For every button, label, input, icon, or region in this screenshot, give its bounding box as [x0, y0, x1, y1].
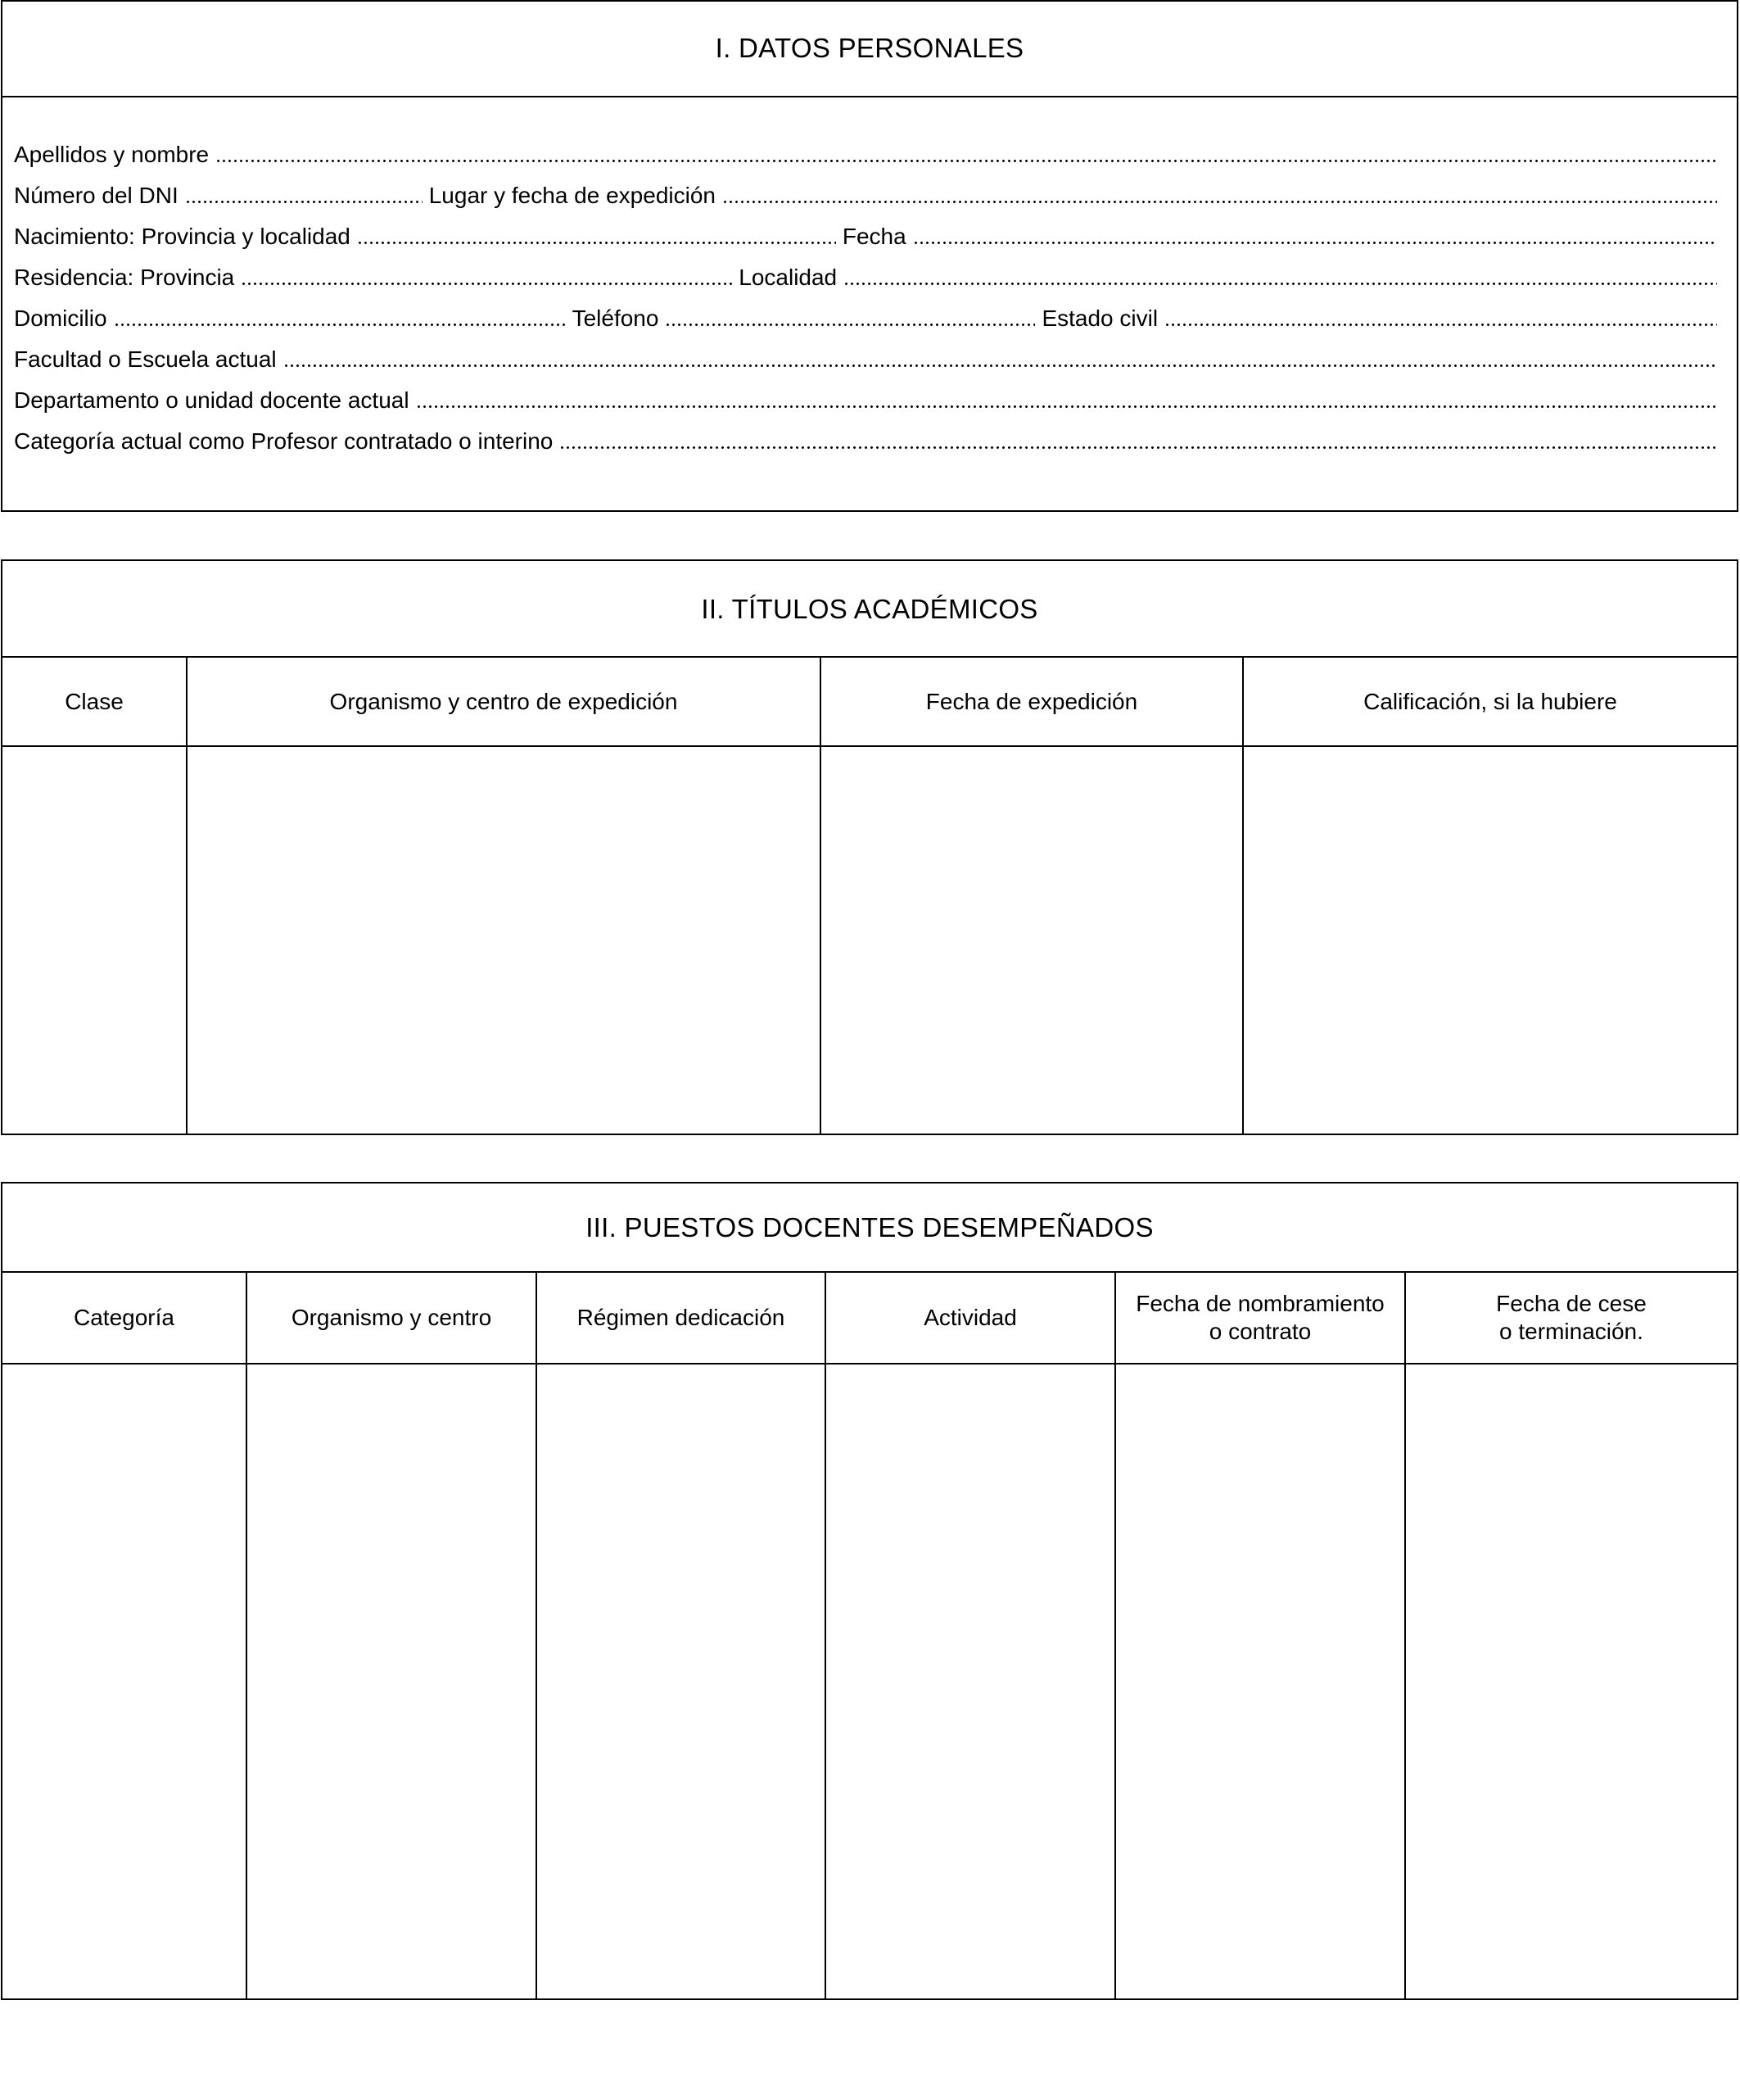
calificacion-cell[interactable]: [1244, 747, 1737, 1134]
column-header-calificacion: Calificación, si la hubiere: [1363, 688, 1617, 714]
clase-cell[interactable]: [2, 747, 186, 1134]
section-titulos-academicos: [1, 559, 1738, 1135]
divider: [2, 96, 1737, 97]
field-facultad: [14, 340, 1717, 373]
estado-civil-input[interactable]: [1164, 304, 1717, 327]
lugar-fecha-input[interactable]: [722, 181, 1717, 204]
column-header-actividad: Actividad: [924, 1305, 1017, 1330]
field-label: Localidad: [739, 265, 838, 290]
regimen-cell[interactable]: [537, 1365, 825, 1998]
field-label: Domicilio: [14, 305, 107, 331]
field-label: Fecha: [842, 224, 906, 249]
column-header-regimen: Régimen dedicación: [576, 1305, 785, 1330]
field-label: Facultad o Escuela actual: [14, 346, 277, 372]
domicilio-input[interactable]: [114, 304, 566, 327]
fecha-nombramiento-cell[interactable]: [1116, 1365, 1404, 1998]
column-header-categoria: Categoría: [74, 1305, 174, 1330]
field-label: Teléfono: [572, 305, 659, 331]
field-categoria: [14, 422, 1717, 455]
categoria-input[interactable]: [559, 427, 1717, 450]
field-label: Número del DNI: [14, 183, 179, 208]
dni-input[interactable]: [185, 181, 423, 204]
organismo-centro-cell[interactable]: [247, 1365, 536, 1998]
section-title: III. PUESTOS DOCENTES DESEMPEÑADOS: [585, 1212, 1154, 1242]
field-label: Departamento o unidad docente actual: [14, 387, 409, 413]
fecha-expedicion-cell[interactable]: [821, 747, 1242, 1134]
section-puestos-docentes: [1, 1182, 1738, 2000]
field-nacimiento-row: [14, 217, 1717, 250]
categoria-cell[interactable]: [2, 1365, 246, 1998]
field-dni-row: [14, 176, 1717, 209]
departamento-input[interactable]: [416, 386, 1717, 409]
field-label: Estado civil: [1042, 305, 1159, 331]
section-title: I. DATOS PERSONALES: [715, 33, 1024, 63]
column-header-organismo-centro: Organismo y centro: [291, 1305, 492, 1330]
field-label: Categoría actual como Profesor contratado o interino: [14, 428, 554, 454]
section-title: II. TÍTULOS ACADÉMICOS: [701, 594, 1038, 624]
localidad-input[interactable]: [843, 263, 1717, 286]
organismo-cell[interactable]: [188, 747, 820, 1134]
facultad-input[interactable]: [283, 345, 1717, 368]
actividad-cell[interactable]: [826, 1365, 1114, 1998]
field-label: Nacimiento: Provincia y localidad: [14, 224, 350, 249]
nacimiento-input[interactable]: [357, 222, 836, 245]
field-label: Apellidos y nombre: [14, 142, 210, 167]
field-domicilio-row: [14, 299, 1717, 332]
fecha-cese-cell[interactable]: [1406, 1365, 1737, 1998]
field-residencia-row: [14, 258, 1717, 291]
column-header-fecha-nombramiento: Fecha de nombramiento o contrato: [1136, 1291, 1385, 1344]
field-label: Residencia: Provincia: [14, 265, 235, 290]
field-apellidos: [14, 135, 1717, 168]
residencia-input[interactable]: [241, 263, 732, 286]
fecha-nacimiento-input[interactable]: [913, 222, 1717, 245]
column-header-clase: Clase: [65, 688, 124, 714]
apellidos-input[interactable]: [215, 140, 1717, 163]
field-departamento: [14, 381, 1717, 414]
field-label: Lugar y fecha de expedición: [428, 183, 716, 208]
telefono-input[interactable]: [665, 304, 1035, 327]
column-header-fecha-expedicion: Fecha de expedición: [925, 688, 1138, 714]
column-header-organismo: Organismo y centro de expedición: [329, 688, 678, 714]
column-header-fecha-cese: Fecha de cese o terminación.: [1496, 1291, 1647, 1344]
section-datos-personales: [1, 0, 1738, 512]
